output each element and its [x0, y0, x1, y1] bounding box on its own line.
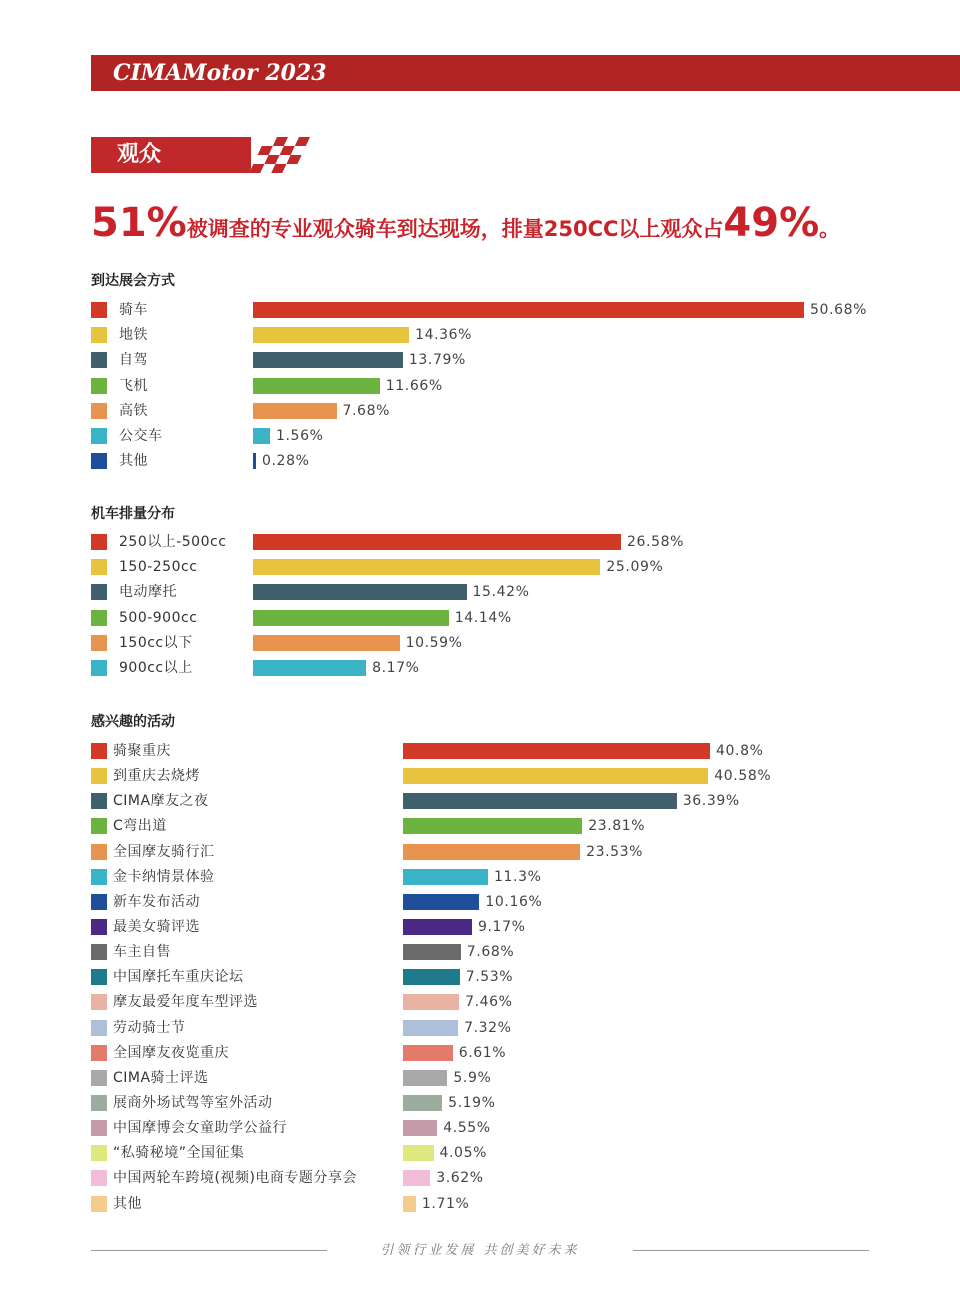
header-banner [91, 55, 960, 91]
value-label: 36.39% [682, 793, 740, 810]
value-label: 40.8% [716, 743, 764, 759]
category-label: 骑聚重庆 [113, 743, 171, 759]
category-label: 公交车 [119, 427, 163, 444]
category-label: C弯出道 [113, 818, 167, 835]
bar [403, 994, 459, 1010]
headline-text-2: 。 [819, 217, 841, 241]
value-label: 4.55% [443, 1120, 491, 1137]
bar [253, 403, 337, 419]
footer-slogan: 引领行业发展 共创美好未来 [380, 1243, 580, 1258]
value-label: 8.17% [372, 660, 420, 676]
bar [403, 844, 580, 860]
category-label: “私骑秘境”全国征集 [113, 1145, 245, 1162]
category-label: 全国摩友夜览重庆 [113, 1044, 229, 1061]
legend-swatch [91, 793, 107, 809]
legend-swatch [91, 1120, 107, 1136]
category-label: 其他 [119, 453, 148, 470]
legend-swatch [91, 994, 107, 1010]
bar [403, 1145, 434, 1161]
category-label: 地铁 [119, 327, 148, 344]
category-label: CIMA摩友之夜 [113, 793, 209, 810]
category-label: 中国摩博会女童助学公益行 [113, 1120, 287, 1137]
value-label: 7.32% [464, 1019, 512, 1036]
value-label: 1.56% [276, 427, 324, 444]
category-label: 500-900cc [119, 609, 198, 626]
chart-row [91, 792, 951, 810]
value-label: 25.09% [606, 559, 664, 576]
bar [403, 1095, 442, 1111]
legend-swatch [91, 1095, 107, 1111]
legend-swatch [91, 1020, 107, 1036]
legend-swatch [91, 635, 107, 651]
chart-row [91, 968, 951, 986]
headline-pct-2: 49% [723, 200, 820, 246]
category-label: 其他 [113, 1195, 142, 1212]
category-label: 到重庆去烧烤 [113, 768, 200, 785]
legend-swatch [91, 1145, 107, 1161]
legend-swatch [91, 428, 107, 444]
value-label: 13.79% [408, 352, 466, 369]
value-label: 23.81% [588, 818, 646, 835]
checkered-flag-icon [250, 137, 310, 173]
category-label: 150cc以下 [119, 634, 193, 651]
chart-title-arrival: 到达展会方式 [91, 273, 175, 289]
legend-swatch [91, 1196, 107, 1212]
chart-row [91, 533, 951, 551]
headline-pct-1: 51% [91, 200, 187, 246]
chart-row [91, 452, 951, 470]
value-label: 7.68% [466, 944, 515, 961]
bar [403, 1120, 437, 1136]
chart-row [91, 377, 951, 395]
category-label: 车主自售 [113, 944, 171, 961]
chart-row [91, 351, 951, 369]
value-label: 10.59% [405, 634, 463, 651]
bar [403, 1070, 447, 1086]
legend-swatch [91, 743, 107, 759]
legend-swatch [91, 534, 107, 550]
footer-divider-left [91, 1250, 327, 1251]
bar [403, 818, 582, 834]
bar [403, 768, 708, 784]
chart-row [91, 843, 951, 861]
chart-row [91, 1044, 951, 1062]
bar [253, 428, 270, 444]
bar [403, 1020, 458, 1036]
chart-title-activities: 感兴趣的活动 [91, 714, 175, 730]
value-label: 5.9% [453, 1069, 492, 1086]
headline-text-1: 被调查的专业观众骑车到达现场，排量250CC以上观众占 [186, 217, 724, 241]
value-label: 15.42% [472, 584, 530, 601]
chart-row [91, 1094, 951, 1112]
value-label: 7.53% [465, 969, 514, 986]
legend-swatch [91, 919, 107, 935]
value-label: 6.61% [458, 1044, 507, 1061]
category-label: 高铁 [119, 402, 148, 419]
category-label: 最美女骑评选 [113, 918, 200, 935]
brand-title: CIMAMotor 2023 [113, 60, 327, 86]
bar [253, 378, 380, 394]
chart-row [91, 326, 951, 344]
bar [403, 1170, 430, 1186]
chart-row [91, 1169, 951, 1187]
value-label: 14.36% [415, 327, 473, 344]
legend-swatch [91, 1070, 107, 1086]
chart-row [91, 1119, 951, 1137]
value-label: 1.71% [421, 1195, 470, 1212]
category-label: 金卡纳情景体验 [113, 868, 215, 885]
value-label: 5.19% [448, 1094, 496, 1111]
legend-swatch [91, 302, 107, 318]
bar [403, 919, 472, 935]
legend-swatch [91, 969, 107, 985]
category-label: 电动摩托 [119, 584, 177, 601]
legend-swatch [91, 559, 107, 575]
category-label: 展商外场试驾等室外活动 [113, 1094, 273, 1111]
chart-row [91, 634, 951, 652]
legend-swatch [91, 610, 107, 626]
bar [253, 534, 621, 550]
value-label: 7.68% [342, 402, 390, 419]
bar [403, 1196, 416, 1212]
legend-swatch [91, 352, 107, 368]
value-label: 14.14% [454, 609, 512, 626]
legend-swatch [91, 894, 107, 910]
chart-row [91, 402, 951, 420]
category-label: 自驾 [119, 352, 148, 369]
section-title: 观众 [117, 142, 162, 167]
bar [253, 584, 467, 600]
legend-swatch [91, 327, 107, 343]
bar [253, 302, 804, 318]
category-label: 飞机 [119, 377, 148, 394]
legend-swatch [91, 378, 107, 394]
footer-divider-right [633, 1250, 869, 1251]
chart-row [91, 301, 951, 319]
bar [403, 1045, 453, 1061]
bar [403, 793, 677, 809]
section-tag [91, 137, 251, 173]
bar [253, 660, 366, 676]
bar [253, 635, 400, 651]
chart-row [91, 993, 951, 1011]
chart-row [91, 918, 951, 936]
bar [403, 894, 479, 910]
value-label: 50.68% [810, 302, 867, 318]
legend-swatch [91, 844, 107, 860]
bar [403, 869, 488, 885]
category-label: 中国摩托车重庆论坛 [113, 969, 244, 986]
category-label: 骑车 [119, 302, 148, 318]
legend-swatch [91, 453, 107, 469]
value-label: 11.66% [385, 377, 443, 394]
category-label: 全国摩友骑行汇 [113, 843, 215, 860]
category-label: 900cc以上 [119, 660, 193, 676]
chart-row [91, 943, 951, 961]
bar [403, 969, 460, 985]
chart-title-displacement: 机车排量分布 [91, 506, 175, 522]
value-label: 23.53% [586, 843, 644, 860]
chart-row [91, 583, 951, 601]
chart-row [91, 868, 951, 886]
legend-swatch [91, 584, 107, 600]
category-label: 250以上-500cc [119, 534, 227, 550]
value-label: 7.46% [465, 994, 513, 1011]
category-label: 劳动骑士节 [113, 1019, 186, 1036]
chart-row [91, 558, 951, 576]
value-label: 3.62% [436, 1170, 484, 1187]
legend-swatch [91, 403, 107, 419]
category-label: 新车发布活动 [113, 893, 200, 910]
value-label: 10.16% [485, 893, 543, 910]
value-label: 11.3% [494, 868, 542, 885]
legend-swatch [91, 768, 107, 784]
value-label: 40.58% [714, 768, 772, 785]
bar [253, 559, 600, 575]
bar [253, 352, 403, 368]
legend-swatch [91, 1045, 107, 1061]
value-label: 9.17% [478, 918, 526, 935]
chart-row [91, 659, 951, 677]
chart-row [91, 1069, 951, 1087]
legend-swatch [91, 944, 107, 960]
category-label: 150-250cc [119, 559, 198, 576]
category-label: 摩友最爱年度车型评选 [113, 994, 258, 1011]
value-label: 26.58% [627, 534, 684, 550]
chart-row [91, 1144, 951, 1162]
chart-row [91, 1019, 951, 1037]
headline [91, 200, 951, 246]
chart-row [91, 767, 951, 785]
legend-swatch [91, 660, 107, 676]
chart-row [91, 817, 951, 835]
legend-swatch [91, 1170, 107, 1186]
bar [403, 944, 461, 960]
value-label: 4.05% [439, 1145, 487, 1162]
value-label: 0.28% [262, 453, 310, 470]
bar [253, 610, 449, 626]
chart-row [91, 609, 951, 627]
bar [253, 453, 256, 469]
legend-swatch [91, 869, 107, 885]
bar [403, 743, 710, 759]
category-label: 中国两轮车跨境(视频)电商专题分享会 [113, 1170, 357, 1187]
chart-row [91, 427, 951, 445]
bar [253, 327, 409, 343]
chart-row [91, 742, 951, 760]
chart-row [91, 893, 951, 911]
chart-row [91, 1195, 951, 1213]
legend-swatch [91, 818, 107, 834]
category-label: CIMA骑士评选 [113, 1069, 209, 1086]
